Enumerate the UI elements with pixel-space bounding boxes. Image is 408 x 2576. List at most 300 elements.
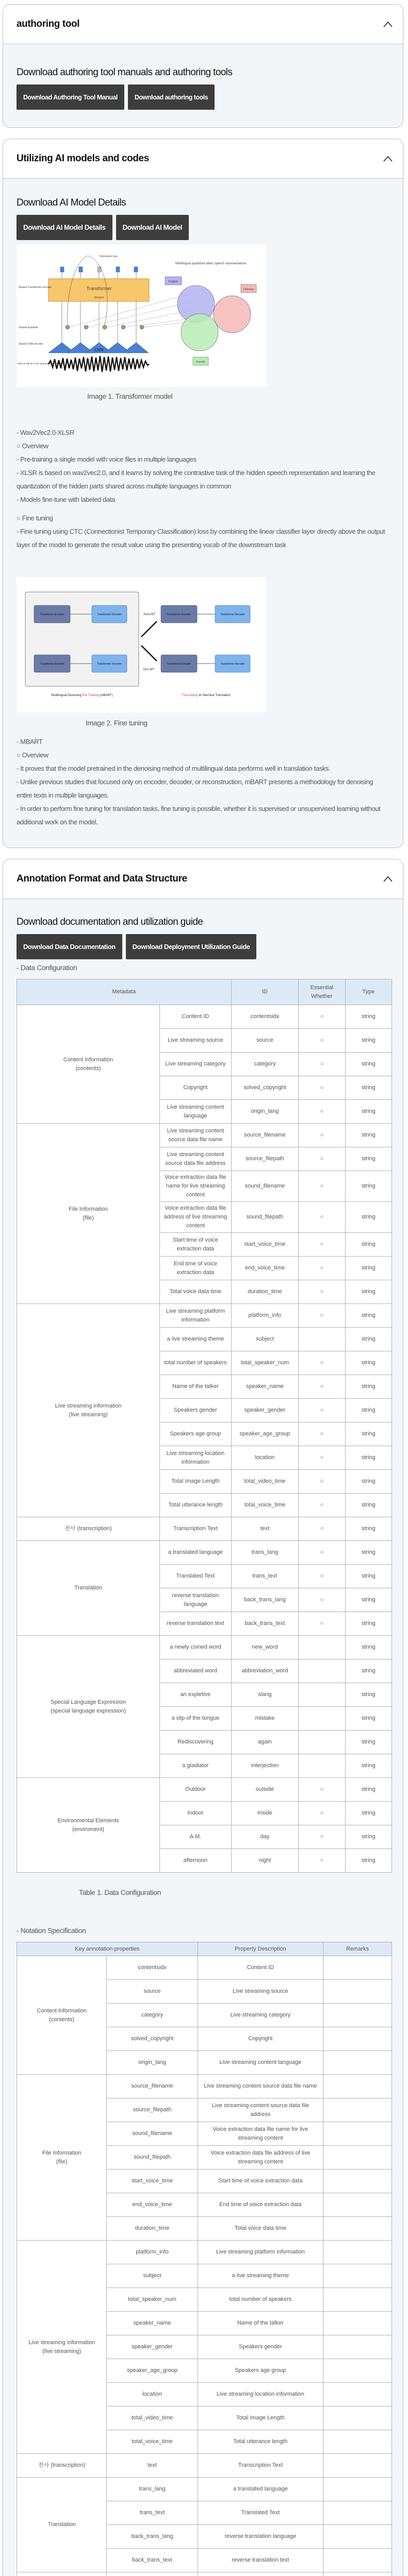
table-caption: Table 1. Data Configuration <box>79 1888 161 1896</box>
section-subtitle: Download AI Model Details <box>17 197 126 208</box>
essential-cell: ○ <box>299 1541 345 1565</box>
essential-cell: ○ <box>299 1849 345 1873</box>
overview-heading: ○ Overview <box>17 442 48 450</box>
metadata-cell: Live streaming platform information <box>160 1304 232 1328</box>
property-cell: total_video_time <box>107 2406 198 2430</box>
essential-cell: ○ <box>299 1517 345 1541</box>
essential-cell <box>299 1754 345 1778</box>
property-cell: trans_lang <box>107 2478 198 2501</box>
essential-cell: ○ <box>299 1147 345 1171</box>
masked-label: Masked <box>94 296 104 299</box>
download-authoring-tool-manual-button[interactable]: Download Authoring Tool Manual <box>17 84 124 110</box>
table-row <box>17 1778 392 1802</box>
multilingual-label: Multilingual quantized latent speech representations <box>175 262 247 265</box>
metadata-cell: abbreviated word <box>160 1659 232 1683</box>
metadata-cell: Start time of voice extraction data <box>160 1233 232 1257</box>
remarks-cell <box>323 1980 392 2004</box>
metadata-cell: Name of the talker <box>160 1375 232 1399</box>
mbart-title: - MBART <box>17 738 43 745</box>
id-cell: source_filename <box>231 1124 299 1147</box>
download-ai-model-details-button[interactable]: Download AI Model Details <box>17 215 112 240</box>
group-label: Environmental Elements (enviroment) <box>17 1778 160 1873</box>
group-label: Live streaming information (live streaming) <box>17 2241 107 2454</box>
description-cell: Total voice data time <box>198 2217 323 2241</box>
metadata-cell: Content ID <box>160 1005 232 1029</box>
metadata-cell: Live streaming content source data file address <box>160 1147 232 1171</box>
property-cell: platform_info <box>107 2241 198 2264</box>
speech-signal-label: Speech signal in any language (e.g. English) <box>18 362 64 365</box>
id-cell: solved_copyright <box>231 1076 299 1100</box>
authoring-tool-header[interactable] <box>3 5 403 44</box>
description-cell: Name of the talker <box>198 2312 323 2335</box>
shared-cnn-label: Shared CNN encoder <box>19 343 43 346</box>
description-cell: total number of speakers <box>198 2288 323 2312</box>
contrastive-loss-label: Contrastive loss <box>99 255 118 258</box>
metadata-cell: a live streaming theme <box>160 1328 232 1351</box>
type-cell: string <box>345 1257 391 1280</box>
remarks-cell <box>323 2288 392 2312</box>
notation-specification-table <box>17 1942 392 2576</box>
description-cell: Live streaming content language <box>198 2051 323 2075</box>
description-cell: Total utterance length <box>198 2430 323 2454</box>
type-cell: string <box>345 1588 391 1612</box>
type-cell: string <box>345 1076 391 1100</box>
description-cell: End time of voice extraction data <box>198 2193 323 2217</box>
download-authoring-tools-button[interactable]: Download authoring tools <box>128 84 215 110</box>
id-cell: slang <box>231 1683 299 1707</box>
essential-cell: ○ <box>299 1351 345 1375</box>
id-cell: total_voice_time <box>231 1494 299 1517</box>
essential-cell: ○ <box>299 1802 345 1825</box>
group-label: Content Information (contents) <box>17 1005 160 1124</box>
pretrain-label-c: (mBART) <box>99 694 113 697</box>
encoder-label: Transformer Encoder <box>167 663 191 666</box>
table-row <box>17 1517 392 1541</box>
essential-cell: ○ <box>299 1422 345 1446</box>
description-cell: Live streaming content source data file address <box>198 2098 323 2122</box>
panel-title: authoring tool <box>17 19 80 29</box>
remarks-cell <box>323 2075 392 2098</box>
metadata-cell: Speakers gender <box>160 1399 232 1422</box>
id-cell: speaker_age_group <box>231 1422 299 1446</box>
encoder-label: Transformer Encoder <box>167 613 191 616</box>
sent-mt-label: Sent-MT <box>143 613 156 616</box>
description-cell: Start time of voice extraction data <box>198 2170 323 2193</box>
property-cell: source <box>107 1980 198 2004</box>
remarks-cell <box>323 2217 392 2241</box>
metadata-cell: End time of voice extraction data <box>160 1257 232 1280</box>
metadata-cell: Indoor <box>160 1802 232 1825</box>
id-cell: abbreviation_word <box>231 1659 299 1683</box>
metadata-cell: Rediscovering <box>160 1731 232 1754</box>
fine-tuning-figure <box>17 578 266 713</box>
property-cell: text <box>107 2454 198 2478</box>
metadata-cell: a slip of the tongue <box>160 1707 232 1731</box>
metadata-cell: Total voice data time <box>160 1280 232 1304</box>
type-cell: string <box>345 1422 391 1446</box>
type-cell: string <box>345 1328 391 1351</box>
table-row <box>17 2075 392 2098</box>
description-cell: Live streaming source <box>198 1980 323 2004</box>
remarks-cell <box>323 2454 392 2478</box>
description-cell: Live streaming location information <box>198 2383 323 2406</box>
property-cell: solved_copyright <box>107 2027 198 2051</box>
description-cell: reverse translation text <box>198 2549 323 2572</box>
remarks-cell <box>323 2098 392 2122</box>
type-cell: string <box>345 1494 391 1517</box>
property-cell: start_voice_time <box>107 2170 198 2193</box>
metadata-cell: A.M. <box>160 1825 232 1849</box>
metadata-cell: Live streaming location information <box>160 1446 232 1470</box>
type-cell: string <box>345 1802 391 1825</box>
english-label: English <box>168 280 178 283</box>
remarks-cell <box>323 2359 392 2383</box>
wav2vec-overview-2: - XLSR is based on wav2vec2.0, and it learns by solving the contrastive task of the hidden speech representation and learning the quantization of the hidden parts shared across multiple languages in common <box>17 469 376 490</box>
group-label: Content Information (contents) <box>17 1956 107 2075</box>
metadata-cell: afternoon <box>160 1849 232 1873</box>
download-deployment-utilization-guide-button[interactable]: Download Deployment Utilization Guide <box>126 934 257 959</box>
id-cell: source_filepath <box>231 1147 299 1171</box>
type-cell: string <box>345 1683 391 1707</box>
description-cell: Live streaming platform information <box>198 2241 323 2264</box>
group-label: 전사 (transcription) <box>17 1517 160 1541</box>
type-cell: string <box>345 1517 391 1541</box>
decoder-label: Transformer Decoder <box>97 663 122 666</box>
remarks-cell <box>323 2193 392 2217</box>
group-label: Special Language Expression (special language expression) <box>17 1636 160 1778</box>
description-cell: Total Image Length <box>198 2406 323 2430</box>
fine-tuning-text: - Fine tuning using CTC (Connectionist Temporary Classification) loss by combining the linear classifier layer directly above the output layer of the model to generate the result value using the presenting vocab of the downstream task <box>17 528 385 549</box>
type-cell: string <box>345 1304 391 1328</box>
data-configuration-label: - Data Configuration <box>17 963 77 972</box>
table-row <box>17 2478 392 2501</box>
type-cell: string <box>345 1612 391 1636</box>
type-cell: string <box>345 1636 391 1659</box>
download-data-documentation-button[interactable]: Download Data Documentation <box>17 934 122 959</box>
description-cell: a translated language <box>198 2478 323 2501</box>
property-cell: contentsidx <box>107 1956 198 1980</box>
type-cell: string <box>345 1375 391 1399</box>
table-row <box>17 1956 392 1980</box>
id-cell: end_voice_time <box>231 1257 299 1280</box>
id-cell: speaker_name <box>231 1375 299 1399</box>
metadata-cell: Voice extraction data file name for live streaming content <box>160 1171 232 1202</box>
essential-cell: ○ <box>299 1612 345 1636</box>
type-cell: string <box>345 1351 391 1375</box>
annotation-panel <box>3 859 403 2576</box>
property-cell: back_trans_text <box>107 2549 198 2572</box>
essential-cell: ○ <box>299 1494 345 1517</box>
type-cell: string <box>345 1147 391 1171</box>
property-cell: location <box>107 2383 198 2406</box>
description-cell: Live streaming category <box>198 2004 323 2027</box>
group-label: Translation <box>17 1541 160 1636</box>
cnn-label: CNN <box>94 348 104 352</box>
description-cell: Copyright <box>198 2027 323 2051</box>
description-cell: Voice extraction data file name for live streaming content <box>198 2122 323 2146</box>
finetune-label-b: on Machine Translation <box>198 694 231 697</box>
property-cell: speaker_name <box>107 2312 198 2335</box>
chinese-label: Chinese <box>243 288 254 291</box>
download-ai-model-button[interactable]: Download AI Model <box>116 215 189 240</box>
id-cell: duration_time <box>231 1280 299 1304</box>
type-cell: string <box>345 1446 391 1470</box>
id-cell: outside <box>231 1778 299 1802</box>
column-header: Key annotation properties <box>17 1942 198 1956</box>
property-cell: total_voice_time <box>107 2430 198 2454</box>
id-cell: speaker_gender <box>231 1399 299 1422</box>
id-cell: subject <box>231 1328 299 1351</box>
section-subtitle: Download documentation and utilization guide <box>17 917 203 927</box>
encoder-label: Transformer Encoder <box>40 613 64 616</box>
type-cell: string <box>345 1100 391 1124</box>
id-cell: sound_filepath <box>231 1202 299 1233</box>
essential-cell: ○ <box>299 1202 345 1233</box>
metadata-cell: Live streaming content language <box>160 1100 232 1124</box>
chevron-up-icon[interactable] <box>382 19 394 30</box>
table-row <box>17 1124 392 1147</box>
table-row <box>17 1636 392 1659</box>
id-cell: start_voice_time <box>231 1233 299 1257</box>
panel-title: Annotation Format and Data Structure <box>17 873 187 884</box>
finetuning-caption <box>182 694 231 697</box>
essential-cell: ○ <box>299 1280 345 1304</box>
id-cell: total_speaker_num <box>231 1351 299 1375</box>
id-cell: trans_lang <box>231 1541 299 1565</box>
wav2vec-title: - Wav2Vec2.0-XLSR <box>17 429 74 436</box>
essential-cell: ○ <box>299 1171 345 1202</box>
group-label: File Information (file) <box>17 1124 160 1304</box>
table-row <box>17 1541 392 1565</box>
remarks-cell <box>323 2406 392 2430</box>
remarks-cell <box>323 2430 392 2454</box>
essential-cell: ○ <box>299 1565 345 1588</box>
type-cell: string <box>345 1778 391 1802</box>
property-cell <box>107 2572 198 2576</box>
property-cell: source_filename <box>107 2075 198 2098</box>
metadata-cell: a gladiator <box>160 1754 232 1778</box>
chevron-up-icon[interactable] <box>382 873 394 885</box>
type-cell: string <box>345 1541 391 1565</box>
property-cell: source_filepath <box>107 2098 198 2122</box>
remarks-cell <box>323 2549 392 2572</box>
column-header: Property Description <box>198 1942 323 1956</box>
transformer-diagram <box>17 245 266 387</box>
remarks-cell <box>323 2146 392 2170</box>
essential-cell: ○ <box>299 1304 345 1328</box>
description-cell: reverse translation language <box>198 2525 323 2549</box>
fine-tuning-heading: ○ Fine tuning <box>17 514 53 522</box>
id-cell: inside <box>231 1802 299 1825</box>
group-label <box>17 2572 107 2576</box>
essential-cell <box>299 1731 345 1754</box>
type-cell: string <box>345 1731 391 1754</box>
column-header: Type <box>345 979 391 1005</box>
type-cell: string <box>345 1280 391 1304</box>
essential-cell: ○ <box>299 1778 345 1802</box>
remarks-cell <box>323 2572 392 2576</box>
type-cell: string <box>345 1849 391 1873</box>
metadata-cell: reverse translation text <box>160 1612 232 1636</box>
id-cell: location <box>231 1446 299 1470</box>
wav2vec-overview-3: - Models fine-tune with labeled data <box>17 496 115 503</box>
description-cell: Live streaming content source data file name <box>198 2075 323 2098</box>
finetune-label-a: Fine-tuning <box>182 694 198 697</box>
property-cell: trans_text <box>107 2501 198 2525</box>
description-cell: Speakers gender <box>198 2335 323 2359</box>
description-cell <box>198 2572 323 2576</box>
table-row <box>17 2572 392 2576</box>
group-label: File Information (file) <box>17 2075 107 2241</box>
essential-cell: ○ <box>299 1029 345 1053</box>
essential-cell: ○ <box>299 1446 345 1470</box>
ai-models-panel <box>3 139 403 848</box>
remarks-cell <box>323 2525 392 2549</box>
remarks-cell <box>323 2335 392 2359</box>
essential-cell: ○ <box>299 1257 345 1280</box>
remarks-cell <box>323 2241 392 2264</box>
id-cell: platform_info <box>231 1304 299 1328</box>
type-cell: string <box>345 1124 391 1147</box>
mbart-overview-1: - It proves that the model pretrained in the denoising method of multilingual data performs well in translation tasks. <box>17 765 331 772</box>
decoder-label: Transformer Decoder <box>220 613 245 616</box>
transformer-label: Transformer <box>86 286 112 291</box>
id-cell: category <box>231 1053 299 1076</box>
id-cell: origin_lang <box>231 1100 299 1124</box>
doc-mt-label: Doc-MT <box>143 668 155 671</box>
id-cell: total_video_time <box>231 1470 299 1494</box>
metadata-cell: Copyright <box>160 1076 232 1100</box>
chevron-up-icon[interactable] <box>382 153 394 164</box>
essential-cell <box>299 1683 345 1707</box>
id-cell: interjection <box>231 1754 299 1778</box>
metadata-cell: Transcription Text <box>160 1517 232 1541</box>
ai-models-header[interactable] <box>3 139 403 179</box>
metadata-cell: Total utterance length <box>160 1494 232 1517</box>
id-cell: contentsidx <box>231 1005 299 1029</box>
essential-cell: ○ <box>299 1053 345 1076</box>
column-header: ID <box>231 979 299 1005</box>
notation-specification-label: - Notation Specification <box>17 1926 86 1935</box>
group-label: Translation <box>17 2478 107 2572</box>
metadata-cell: a newly coined word <box>160 1636 232 1659</box>
type-cell: string <box>345 1470 391 1494</box>
annotation-header[interactable] <box>3 859 403 899</box>
remarks-cell <box>323 2383 392 2406</box>
group-label: Live streaming information (live streaming) <box>17 1304 160 1517</box>
shared-quantizer-label: Shared quantizer <box>19 326 39 329</box>
type-cell: string <box>345 1754 391 1778</box>
essential-cell: ○ <box>299 1076 345 1100</box>
column-header: Essential Whether <box>299 979 345 1005</box>
type-cell: string <box>345 1565 391 1588</box>
id-cell: back_trans_text <box>231 1612 299 1636</box>
id-cell: night <box>231 1849 299 1873</box>
authoring-tool-panel <box>3 4 403 128</box>
essential-cell: ○ <box>299 1825 345 1849</box>
property-cell: back_trans_lang <box>107 2525 198 2549</box>
metadata-cell: Live streaming source <box>160 1029 232 1053</box>
property-cell: duration_time <box>107 2217 198 2241</box>
essential-cell: ○ <box>299 1233 345 1257</box>
type-cell: string <box>345 1202 391 1233</box>
essential-cell: ○ <box>299 1124 345 1147</box>
metadata-cell: Live streaming category <box>160 1053 232 1076</box>
metadata-cell: an expletive <box>160 1683 232 1707</box>
column-header: Metadata <box>17 979 232 1005</box>
remarks-cell <box>323 2312 392 2335</box>
type-cell: string <box>345 1171 391 1202</box>
remarks-cell <box>323 2122 392 2146</box>
french-label: French <box>196 361 205 364</box>
property-cell: speaker_gender <box>107 2335 198 2359</box>
mbart-diagram <box>17 578 266 713</box>
group-label: 전사 (transcription) <box>17 2454 107 2478</box>
property-cell: total_speaker_num <box>107 2288 198 2312</box>
remarks-cell <box>323 2501 392 2525</box>
type-cell: string <box>345 1233 391 1257</box>
id-cell: source <box>231 1029 299 1053</box>
figure-caption: Image 2. Fine tuning <box>86 719 148 727</box>
metadata-cell: a translated language <box>160 1541 232 1565</box>
metadata-cell: Speakers age group <box>160 1422 232 1446</box>
remarks-cell <box>323 2264 392 2288</box>
wav2vec-overview-1: - Pre-training a single model with voice files in multiple languages <box>17 455 197 463</box>
metadata-cell: reverse translation language <box>160 1588 232 1612</box>
essential-cell: ○ <box>299 1375 345 1399</box>
id-cell: new_word <box>231 1636 299 1659</box>
transformer-model-figure <box>17 245 266 387</box>
id-cell: again <box>231 1731 299 1754</box>
decoder-label: Transformer Decoder <box>97 613 122 616</box>
type-cell: string <box>345 1707 391 1731</box>
type-cell: string <box>345 1053 391 1076</box>
remarks-cell <box>323 2478 392 2501</box>
mbart-overview-3: - In order to perform fine tuning for translation tasks, fine tuning is possible, whether it is supervised or unsupervised learning without additional work on the model. <box>17 805 381 826</box>
essential-cell: ○ <box>299 1470 345 1494</box>
property-cell: subject <box>107 2264 198 2288</box>
pretraining-caption <box>51 694 112 697</box>
description-cell: Translated Text <box>198 2501 323 2525</box>
type-cell: string <box>345 1825 391 1849</box>
table-row <box>17 2454 392 2478</box>
type-cell: string <box>345 1399 391 1422</box>
data-configuration-table <box>17 979 392 1873</box>
description-cell: Content ID <box>198 1956 323 1980</box>
metadata-cell: Live streaming content source data file name <box>160 1124 232 1147</box>
essential-cell <box>299 1328 345 1351</box>
id-cell: text <box>231 1517 299 1541</box>
id-cell: day <box>231 1825 299 1849</box>
table-row <box>17 1304 392 1328</box>
table-row <box>17 2241 392 2264</box>
metadata-cell: Outdoor <box>160 1778 232 1802</box>
encoder-label: Transformer Encoder <box>40 663 64 666</box>
id-cell: back_trans_lang <box>231 1588 299 1612</box>
description-cell: Speakers age group <box>198 2359 323 2383</box>
section-subtitle: Download authoring tool manuals and authoring tools <box>17 67 233 78</box>
property-cell: end_voice_time <box>107 2193 198 2217</box>
table-row <box>17 1005 392 1029</box>
column-header: Remarks <box>323 1942 392 1956</box>
description-cell: Voice extraction data file address of live streaming content <box>198 2146 323 2170</box>
metadata-cell: Voice extraction data file address of live streaming content <box>160 1202 232 1233</box>
mbart-overview-2: - Unlike previous studies that focused only on encoder, decoder, or reconstruction, mBART presents a methodology for denoising entire texts in multiple languages. <box>17 778 373 799</box>
remarks-cell <box>323 2004 392 2027</box>
type-cell: string <box>345 1659 391 1683</box>
decoder-label: Transformer Decoder <box>220 663 245 666</box>
description-cell: Transcription Text <box>198 2454 323 2478</box>
